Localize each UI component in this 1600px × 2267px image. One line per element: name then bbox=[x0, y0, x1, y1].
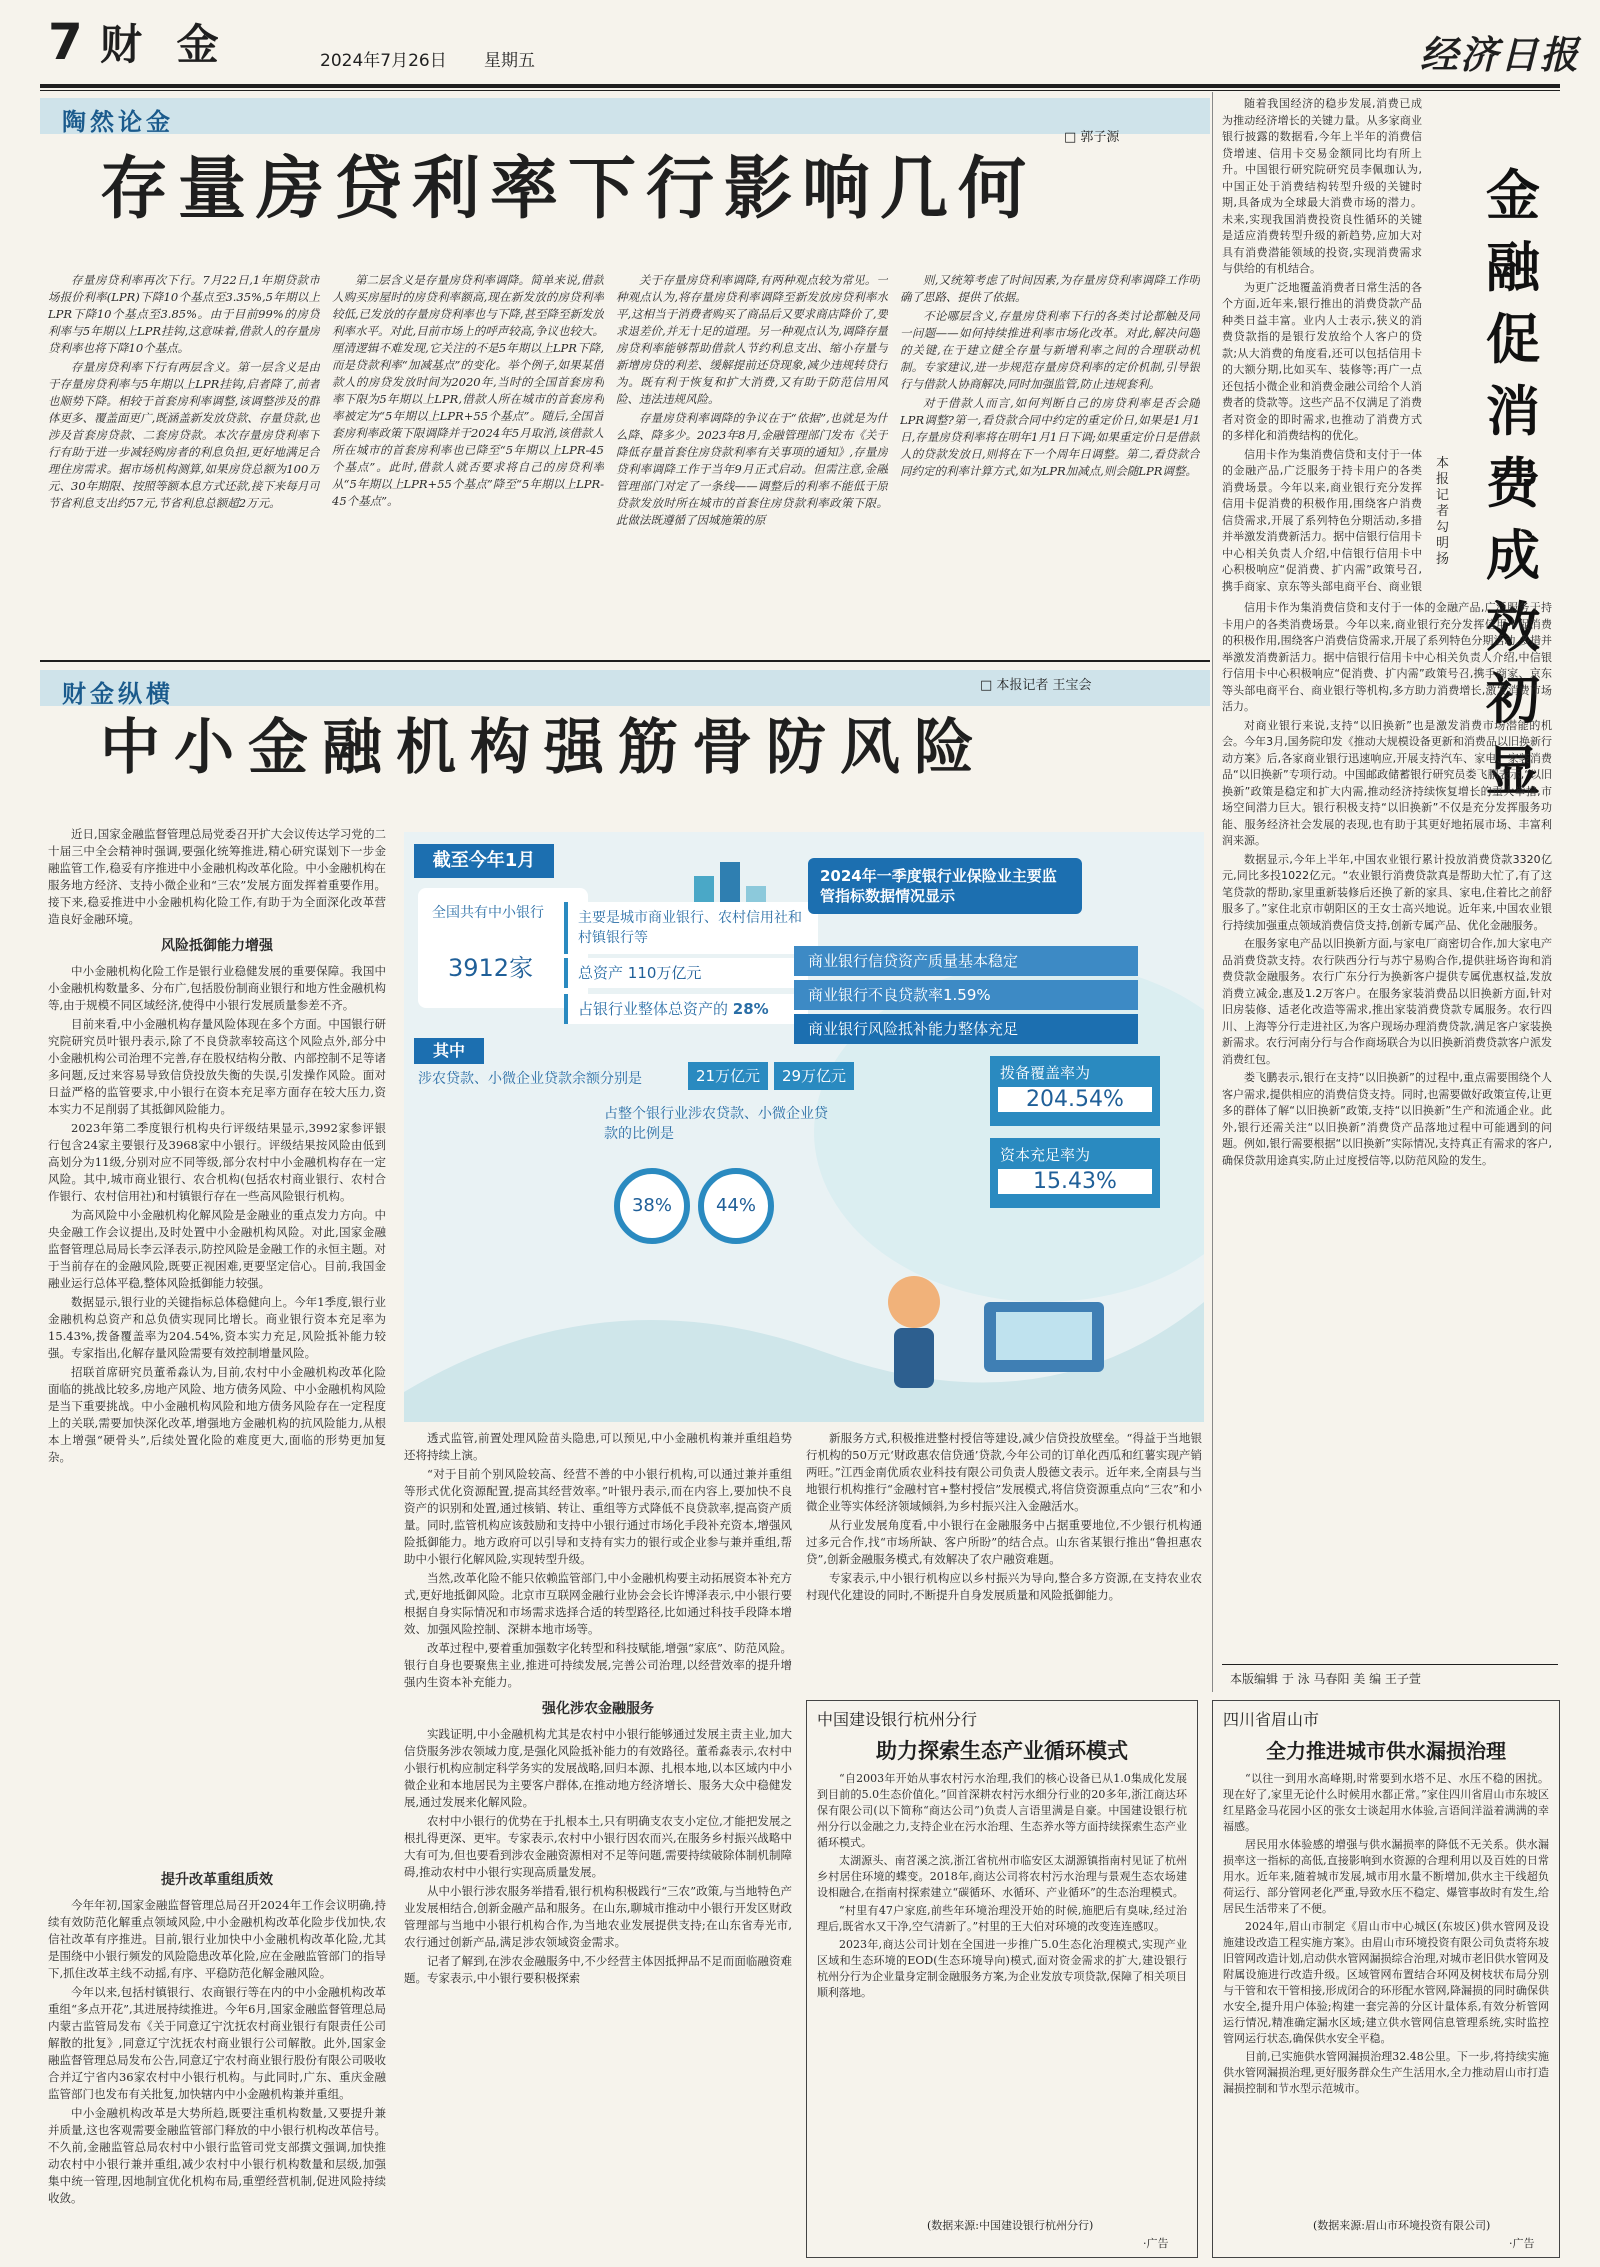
intro: 近日,国家金融监督管理总局党委召开扩大会议传达学习党的二十届三中全会精神时强调,要强化统筹推进,精心研究谋划下一步金融监管工作,稳妥有序推进中小金融机构改革化险。中小金融机构在服务地方经济、支持小微企业和“三农”发展方面发挥着重要作用。接下来,稳妥推进中小金融机构化险工作,有助于为全面深化改革营造良好金融环境。 bbox=[48, 827, 386, 926]
info-ratio-v2: 44% bbox=[698, 1168, 774, 1244]
sidebar-top bbox=[1222, 96, 1422, 592]
paragraph: 信用卡作为集消费信贷和支付于一体的金融产品,广泛服务于持卡用户的各类消费场景。今年以来,商业银行充分发挥信用卡促消费的积极作用,围绕客户消费信贷需求,开展了系列特色分期活动,多措并举激发消费新活力。据中信银行信用卡中心相关负责人介绍,中信银行信用卡中心积极响应“促消费、扩内需”政策号召,携手商家、京东等头部电商平台、商业银 bbox=[1222, 447, 1422, 592]
ad-org: 四川省眉山市 bbox=[1223, 1710, 1320, 1729]
paragraph: 存量房贷利率调降的争议在于“依据”,也就是为什么降、降多少。2023年8月,金融管理部门发布《关于降低存量首套住房贷款利率有关事项的通知》,存量房贷利率调降工作于当年9月正式启动。但需注意,金融管理部门对定了一条线——调整后的利率不能低于原贷款发放时所在城市的首套住房贷款利率政策下限。此做法既遵循了因城施策的原 bbox=[616, 411, 888, 527]
article2-left-bottom bbox=[48, 1862, 386, 2262]
ad-body bbox=[817, 1771, 1187, 2211]
paragraph: 数据显示,银行业的关键指标总体稳健向上。今年1季度,银行业金融机构总资产和总负债实现同比增长。商业银行资本充足率为15.43%,拨备覆盖率为204.54%,资本实力充足,风险抵补能力较强。专家指出,化解存量风险需要有效控制增量风险。 bbox=[48, 1295, 386, 1360]
infographic bbox=[404, 832, 1204, 1422]
info-q1-line2: 商业银行不良贷款率1.59% bbox=[794, 980, 1138, 1010]
info-q1-line3: 商业银行风险抵补能力整体充足 bbox=[794, 1014, 1138, 1044]
article1-col3 bbox=[616, 272, 888, 654]
paragraph: 随着我国经济的稳步发展,消费已成为推动经济增长的关键力量。从多家商业银行披露的数据看,今年上半年的消费信贷增速、信用卡交易金额同比均有所上升。中国银行研究院研究员李佩珈认为,中国正处于消费结构转型升级的关键时期,具备成为全球最大消费市场的潜力。未来,实现我国消费投资良性循环的关键是适应消费转型升级的新趋势,应加大对具有消费潜能领域的投资,实现消费需求与供给的有机结合。 bbox=[1222, 97, 1422, 275]
paragraph: 中小金融机构化险工作是银行业稳健发展的重要保障。我国中小金融机构数量多、分布广,包括股份制商业银行和地方性金融机构等,由于规模不同区域经济,使得中小银行发展质量参差不齐。 bbox=[48, 964, 386, 1012]
article2-right bbox=[806, 1430, 1202, 1692]
paragraph: 2023年第二季度银行机构央行评级结果显示,3992家参评银行包含24家主要银行及3968家中小银行。评级结果按风险由低到高划分为11级,分别对应不同等级,部分农村中小金融机构存在一定风险。其中,城市商业银行、农合机构(包括农村商业银行、农村合作银行、农村信用社)和村镇银行存在一些高风险银行机构。 bbox=[48, 1121, 386, 1203]
paragraph: 为更广泛地覆盖消费者日常生活的各个方面,近年来,银行推出的消费贷款产品种类日益丰富。业内人士表示,狭义的消费贷款指的是银行发放给个人客户的贷款;从大消费的角度看,还可以包括信用卡的大额分期,比如买车、装修等;再广一点还包括小微企业和消费金融公司给个人消费者的贷款等。这些产品不仅满足了消费者对资金的即时需求,也推动了消费方式的多样化和消费结构的优化。 bbox=[1222, 280, 1422, 442]
column-tag-taoran bbox=[40, 98, 1210, 134]
ad-source: (数据来源:眉山市环境投资有限公司) bbox=[1313, 2219, 1491, 2232]
paper-logo: 经济日报 bbox=[1420, 32, 1581, 77]
article1-col4 bbox=[900, 272, 1200, 654]
info-q1-title: 2024年一季度银行业保险业主要监管指标数据情况显示 bbox=[808, 858, 1082, 914]
paragraph: 居民用水体验感的增强与供水漏损率的降低不无关系。供水漏损率这一指标的高低,直接影响到水资源的合理利用以及百姓的日常用水。近年来,随着城市发展,城市用水量不断增加,供水主干线超负荷运行、部分管网老化严重,导致水压不稳定、爆管事故时有发生,给居民生活带来了不便。 bbox=[1223, 1838, 1549, 1915]
paragraph: 2024年,眉山市制定《眉山市中心城区(东坡区)供水管网及设施建设改造工程实施方案》。由眉山市环境投资有限公司负责将东坡旧管网改造计划,启动供水管网漏损综合治理,对城市老旧供水管网及附属设施进行改造升级。区域管网布置结合环网及树枝状布局分别与干管和农干管相接,形成闭合的环形配水管网,降漏损的同时确保供水安全,提升用户体验;构建一套完善的分区计量体系,有效分析管网运行情况,精准确定漏水区域;建立供水管网信息管理系统,实时监控管网运行状态,确保供水安全平稳。 bbox=[1223, 1920, 1549, 2045]
paragraph: 实践证明,中小金融机构尤其是农村中小银行能够通过发展主责主业,加大信贷服务涉农领域力度,是强化风险抵补能力的有效路径。董希淼表示,农村中小银行机构应制定科学务实的发展战略,回归本源、扎根本地,以本区域内中小微企业和本地居民为主要客户群体,在推动地方经济增长、服务大众中稳健发展,通过发展来化解风险。 bbox=[404, 1727, 792, 1809]
headline: 中小金融机构强筋骨防风险 bbox=[100, 713, 988, 783]
paragraph: 则,又统筹考虑了时间因素,为存量房贷利率调降工作明确了思路、提供了依据。 bbox=[900, 273, 1200, 304]
masthead bbox=[0, 0, 1600, 88]
paragraph: 记者了解到,在涉农金融服务中,不少经营主体因抵押品不足而面临融资难题。专家表示,中小银行要积极探索 bbox=[404, 1954, 792, 1985]
subheading: 强化涉农金融服务 bbox=[542, 1701, 654, 1717]
page-number: 7 bbox=[48, 13, 83, 71]
byline: □ 郭子源 bbox=[1064, 130, 1120, 145]
paragraph: 对于借款人而言,如何判断自己的房贷利率是否会随LPR调整?第一,看贷款合同中约定的重定价日,如果是1月1日,存量房贷利率将在明年1月1日下调;如果重定价日是借款人的贷款发放日,则将在下一个周年日调整。第二,看贷款合同约定的利率计算方式,如为LPR加减点,则会随LPR调整。 bbox=[900, 396, 1200, 478]
paragraph: 目前,已实施供水管网漏损治理32.48公里。下一步,将持续实施供水管网漏损治理,更好服务群众生产生活用水,全力推动眉山市打造漏损控制和节水型示范城市。 bbox=[1223, 2050, 1549, 2095]
masthead-rule-thin bbox=[40, 90, 1560, 91]
ad-tag: ·广告 bbox=[1509, 2237, 1535, 2250]
paragraph: 目前来看,中小金融机构存量风险体现在多个方面。中国银行研究院研究员叶银丹表示,除了不良贷款率较高这个风险点外,部分中小金融机构公司治理不完善,存在股权结构分散、内部控制不足等诸多问题,反过来容易导致信贷投放失衡的失误,引发操作风险。面对日益严格的监管要求,中小银行在资本充足率方面存在较大压力,资本实力不足削弱了其抵御风险能力。 bbox=[48, 1017, 386, 1116]
info-provision-value: 204.54% bbox=[998, 1087, 1152, 1112]
paragraph: 从中小银行涉农服务举措看,银行机构积极践行“三农”政策,与当地特色产业发展相结合,创新金融产品和服务。在山东,聊城市推动中小银行开发区财政管理部与当地中小银行机构合作,为当地农业发展提供支持;在山东省寿光市,农行通过创新产品,满足涉农领域资金需求。 bbox=[404, 1884, 792, 1949]
info-share bbox=[564, 994, 808, 1024]
ad-ccb bbox=[806, 1700, 1198, 2258]
paragraph: 招联首席研究员董希淼认为,目前,农村中小金融机构改革化险面临的挑战比较多,房地产风险、地方债务风险、中小金融机构风险是当下重要挑战。中小金融机构风险和地方债务风险存在一定程度上的关联,需要加快深化改革,增强地方金融机构的抗风险能力,从根本上增强“硬骨头”,后续处置化险的难度更大,面临的形势更加复杂。 bbox=[48, 1365, 386, 1464]
article1-col1 bbox=[48, 272, 320, 654]
info-share-label: 占银行业整体总资产的 bbox=[578, 1000, 729, 1018]
ad-body bbox=[1223, 1771, 1549, 2211]
info-assets-value: 110万亿元 bbox=[627, 964, 702, 982]
paragraph: 在服务家电产品以旧换新方面,与家电厂商密切合作,加大家电产品消费贷款支持。农行陕西分行与苏宁易购合作,提供驻场咨询和消费贷款金融服务。农行广东分行为换新客户提供专属优惠权益,发放消费立减金,惠及1.2万客户。在服务家装消费品以旧换新方面,针对旧房装修、适老化改造等需求,推出家装消费贷款专属服务。农行四川、上海等分行走进社区,为客户现场办理消费贷款,满足客户家装换新需求。农行河南分行与合作商场联合为以旧换新消费贷款客户派发消费红包。 bbox=[1222, 937, 1552, 1066]
ad-meishan bbox=[1212, 1700, 1560, 2258]
subheading: 风险抵御能力增强 bbox=[161, 938, 273, 954]
info-car bbox=[990, 1138, 1160, 1208]
subheading: 提升改革重组质效 bbox=[161, 1872, 273, 1888]
info-total-label: 全国共有中小银行 bbox=[432, 905, 544, 921]
info-car-value: 15.43% bbox=[998, 1169, 1152, 1194]
info-assets bbox=[564, 958, 808, 988]
article2-mid bbox=[404, 1430, 792, 2265]
sidebar-divider bbox=[1212, 92, 1213, 1692]
paragraph: 今年年初,国家金融监督管理总局召开2024年工作会议明确,持续有效防范化解重点领域风险,中小金融机构改革化险步伐加快,农信社改革有序推进。目前,银行业加快中小金融机构改革化险,尤其是围绕中小银行频发的风险隐患改革化险,应在金融监管部门的指导下,抓住改革主线不动摇,有序、平稳防范化解金融风险。 bbox=[48, 1898, 386, 1980]
section-name: 财 金 bbox=[100, 20, 229, 69]
ad-title: 助力探索生态产业循环模式 bbox=[876, 1739, 1128, 1763]
paragraph: 为高风险中小金融机构化解风险是金融业的重点发力方向。中央金融工作会议提出,及时处置中小金融机构风险。对此,国家金融监督管理总局局长李云泽表示,防控风险是金融工作的永恒主题。对于当前存在的金融风险,既要正视困难,更要坚定信心。目前,我国金融业运行总体平稳,整体风险抵御能力较强。 bbox=[48, 1208, 386, 1290]
info-ratio-v1: 38% bbox=[614, 1168, 690, 1244]
info-provision-label: 拨备覆盖率为 bbox=[1000, 1064, 1091, 1082]
info-total-value: 3912家 bbox=[448, 954, 534, 982]
paragraph: 专家表示,中小银行机构应以乡村振兴为导向,整合多方资源,在支持农业农村现代化建设的同时,不断提升自身发展质量和风险抵御能力。 bbox=[806, 1571, 1202, 1602]
paragraph: 对商业银行来说,支持“以旧换新”也是激发消费市场潜能的机会。今年3月,国务院印发《推动大规模设备更新和消费品以旧换新行动方案》后,各家商业银行迅速响应,开展支持汽车、家电、家装消费品“以旧换新”专项行动。中国邮政储蓄银行研究员娄飞鹏表示,“以旧换新”政策是稳定和扩大内需,推动经济持续恢复增长的重大举措,市场空间潜力巨大。银行积极支持“以旧换新”不仅是充分发挥服务功能、服务经济社会发展的表现,也有助于其更好地拓展市场、丰富利润来源。 bbox=[1222, 718, 1552, 847]
paragraph: 改革过程中,要着重加强数字化转型和科技赋能,增强“家底”、防范风险。银行自身也要聚焦主业,推进可持续发展,完善公司治理,以经营效率的提升增强内生资本补充能力。 bbox=[404, 1641, 792, 1689]
paragraph: 当然,改革化险不能只依赖监管部门,中小金融机构要主动拓展资本补充方式,更好地抵御风险。北京市互联网金融行业协会会长许博泽表示,中小银行要根据自身实际情况和市场需求选择合适的转型路径,比如通过科技手段降本增效、加强风险控制、深耕本地市场等。 bbox=[404, 1571, 792, 1636]
column-name: 陶然论金 bbox=[62, 108, 174, 136]
info-assets-label: 总资产 bbox=[578, 964, 624, 982]
info-car-label: 资本充足率为 bbox=[1000, 1146, 1091, 1164]
sidebar-bottom bbox=[1222, 600, 1552, 1660]
info-q1-line1: 商业银行信贷资产质量基本稳定 bbox=[794, 946, 1138, 976]
article2-left bbox=[48, 826, 386, 1856]
paragraph: 透式监管,前置处理风险苗头隐患,可以预见,中小金融机构兼并重组趋势还将持续上演。 bbox=[404, 1431, 792, 1462]
paragraph: 不论哪层含义,存量房贷利率下行的各类讨论都触及同一问题——如何持续推进利率市场化改革。对此,解决问题的关键,在于建立健全存量与新增利率之间的合理联动机制。专家建议,进一步规范存量房贷利率的定价机制,引导银行与借款人协商解决,同时加强监管,防止违规套利。 bbox=[900, 309, 1200, 391]
paragraph: 农村中小银行的优势在于扎根本土,只有明确支农支小定位,才能把发展之根扎得更深、更牢。专家表示,农村中小银行因农而兴,在服务乡村振兴战略中大有可为,但也要看到涉农金融资源相对不足等问题,需要持续破除体制机制障碍,推动农村中小银行实现高质量发展。 bbox=[404, 1814, 792, 1879]
info-provision bbox=[990, 1056, 1160, 1126]
paragraph: 新服务方式,积极推进整村授信等建设,减少信贷投放壁垒。“得益于当地银行机构的50万元‘财政惠农信贷通’贷款,今年公司的订单化西瓜和红薯实现产销两旺。”江西金南优质农业科技有限公司负责人殷德文表示。近年来,全南县与当地银行机构推行“金融村官+整村授信”发展模式,将信贷资源重点向“三农”和小微企业等实体经济领域倾斜,为乡村振兴注入金融活水。 bbox=[806, 1431, 1202, 1513]
ad-org: 中国建设银行杭州分行 bbox=[817, 1710, 978, 1729]
paragraph: 第二层含义是存量房贷利率调降。简单来说,借款人购买房屋时的房贷利率额高,现在新发放的房贷利率较低,已发放的存量房贷利率也与下降,甚至降至新发放利率水平。对此,目前市场上的呼声较高,争议也较大。厘清逻辑不难发现,它关注的不是5年期以上LPR下降,而是贷款利率“加减基点”的变化。举个例子,如果某借款人的房贷发放时间为2020年,当时的全国首套房利率下限为5年期以上LPR,借款人所在城市的首套房利率被定为“5年期以上LPR+55个基点”。随后,全国首套房利率政策下限调降并于2024年5月取消,该借款人所在城市的首套房利率也已降至“5年期以上LPR-45个基点”。此时,借款人就否要求将自己的房贷利率从“5年期以上LPR+55个基点”降至“5年期以上LPR-45个基点”。 bbox=[332, 273, 604, 508]
paragraph: “自2003年开始从事农村污水治理,我们的核心设备已从1.0集成化发展到目前的5.0生态价值化。”回首深耕农村污水细分行业的20多年,浙江商达环保有限公司(以下简称“商达公司”)负责人言语里满是自豪。中国建设银行杭州分行以金融之力,支持企业在污水治理、生态养水等方面持续探索生态产业循环模式。 bbox=[817, 1772, 1187, 1849]
info-loans-label: 涉农贷款、小微企业贷款余额分别是 bbox=[418, 1071, 642, 1087]
paragraph: 太湖源头、南苕溪之滨,浙江省杭州市临安区太湖源镇指南村见证了杭州乡村居住环境的蝶变。2018年,商达公司将农村污水治理与景观生态农场建设相融合,在指南村探索建立“碳循环、水循环、产业循环”的生态治理模式。 bbox=[817, 1854, 1187, 1899]
paragraph: 今年以来,包括村镇银行、农商银行等在内的中小金融机构改革重组“多点开花”,其进展持续推进。今年6月,国家金融监督管理总局内蒙古监管局发布《关于同意辽宁沈抚农村商业银行有限责任公司解散的批复》,同意辽宁沈抚农村商业银行公司解散。此外,国家金融监督管理总局发布公告,同意辽宁农村商业银行股份有限公司吸收合并辽宁省内36家农村中小银行机构。与此同时,广东、重庆金融监管部门也发布有关批复,加快辖内中小金融机构兼并重组。 bbox=[48, 1985, 386, 2101]
ad-tag: ·广告 bbox=[1143, 2237, 1169, 2250]
column-name: 财金纵横 bbox=[62, 680, 174, 708]
info-date-banner bbox=[414, 844, 554, 878]
info-share-value: 28% bbox=[732, 1000, 769, 1018]
paragraph: “村里有47户家庭,前些年环境治理没开始的时候,施肥后有臭味,经过治理后,既省水又干净,空气清新了。”村里的王大伯对环境的改变连连感叹。 bbox=[817, 1904, 1187, 1933]
paragraph: 存量房贷利率下行有两层含义。第一层含义是由于存量房贷利率与5年期以上LPR挂钩,启者降了,前者也顺势下降。相较于首套房利率调整,该调整涉及的群体更多、覆盖面更广,既涵盖新发放贷款、存量贷款,也涉及首套房贷款、二套房贷款。本次存量房贷利率下行有助于进一步减轻购房者的利息负担,更好地满足合理住房需求。据市场机构测算,如果房贷总额为100万元、30年期限、按照等额本息方式还款,接下来每月可节省利息支出约57元,节省利息总额超2万元。 bbox=[48, 360, 320, 510]
editors-rule bbox=[1222, 1664, 1558, 1665]
article1-col2 bbox=[332, 272, 604, 654]
byline: □ 本报记者 王宝会 bbox=[980, 678, 1092, 693]
paragraph: “以往一到用水高峰期,时常要到水塔不足、水压不稳的困扰。现在好了,家里无论什么时候用水都正常。”家住四川省眉山市东坡区红星路金马花园小区的张女士谈起用水体验,言语间洋溢着满满的幸福感。 bbox=[1223, 1772, 1549, 1833]
issue-weekday: 星期五 bbox=[484, 51, 535, 71]
paragraph: 存量房贷利率再次下行。7月22日,1年期贷款市场报价利率(LPR)下降10个基点至3.35%,5年期以上LPR下降10个基点至3.85%。由于目前99%的房贷利率与5年期以上LPR挂钩,这意味着,借款人的存量房贷利率也将下降10个基点。 bbox=[48, 273, 320, 355]
info-ratio-label: 占整个银行业涉农贷款、小微企业贷款的比例是 bbox=[604, 1106, 828, 1142]
masthead-rule bbox=[40, 84, 1560, 88]
issue-date: 2024年7月26日 bbox=[320, 51, 447, 71]
section-divider bbox=[40, 660, 1210, 662]
paragraph: 数据显示,今年上半年,中国农业银行累计投放消费贷款3320亿元,同比多投1022亿元。“农业银行消费贷款真是帮助大忙了,有了这笔贷款的帮助,家里重新装修后还换了新的家具、家电,住着比之前舒服多了。”家住北京市朝阳区的王女士高兴地说。近年来,中国农业银行持续加强重点领域消费信贷支持,创新专属产品、优化金融服务。 bbox=[1222, 852, 1552, 932]
paragraph: “对于目前个别风险较高、经营不善的中小银行机构,可以通过兼并重组等形式优化资源配置,提高其经营效率。”叶银丹表示,而在内容上,要加快不良资产的识别和处置,通过核销、转让、重组等方式降低不良贷款率,提高资产质量。同时,监管机构应该鼓励和支持中小银行通过市场化手段补充资本,增强风险抵御能力。地方政府可以引导和支持有实力的银行或企业参与兼并重组,帮助中小银行化解风险,实现转型升级。 bbox=[404, 1467, 792, 1566]
paragraph: 从行业发展角度看,中小银行在金融服务中占据重要地位,不少银行机构通过多元合作,找“市场所缺、客户所盼”的结合点。山东省某银行推出“鲁担惠农贷”,创新金融服务模式,有效解决了农户融资难题。 bbox=[806, 1518, 1202, 1566]
ad-source: (数据来源:中国建设银行杭州分行) bbox=[927, 2219, 1094, 2232]
info-loans-v1: 21万亿元 bbox=[688, 1062, 768, 1090]
paragraph: 中小金融机构改革是大势所趋,既要注重机构数量,又要提升兼并质量,这也客观需要金融监管部门释放的中小银行机构改革信号。不久前,金融监管总局农村中小银行监管司党支部撰文强调,加快推动农村中小银行兼并重组,减少农村中小银行机构数量和层级,加强集中统一管理,因地制宜优化机构布局,重塑经营机制,促进风险持续收敛。 bbox=[48, 2106, 386, 2205]
info-main-items: 主要是城市商业银行、农村信用社和村镇银行等 bbox=[564, 902, 818, 954]
paragraph: 2023年,商达公司计划在全国进一步推广5.0生态化治理模式,实现产业区域和生态环境的EOD(生态环境导向)模式,面对资金需求的扩大,建设银行杭州分行为企业量身定制金融服务方案,为企业发放专项贷款,保障了相关项目顺利落地。 bbox=[817, 1938, 1187, 1999]
info-among: 其中 bbox=[414, 1038, 484, 1064]
info-total-card bbox=[418, 888, 588, 1008]
sidebar-headline: 金融促消费成效初显 bbox=[1486, 164, 1540, 803]
ad-title: 全力推进城市供水漏损治理 bbox=[1266, 1739, 1506, 1763]
headline: 存量房贷利率下行影响几何 bbox=[100, 150, 1037, 229]
info-date: 截至今年1月 bbox=[432, 850, 536, 871]
paragraph: 信用卡作为集消费信贷和支付于一体的金融产品,广泛服务于持卡用户的各类消费场景。今年以来,商业银行充分发挥信用卡促消费的积极作用,围绕客户消费信贷需求,开展了系列特色分期活动,多措并举激发消费新活力。据中信银行信用卡中心相关负责人介绍,中信银行信用卡中心积极响应“促消费、扩内需”政策号召,携手商家、京东等头部电商平台、商业银行等机构,多方助力消费增长,激发消费市场活力。 bbox=[1222, 601, 1552, 713]
page-editors: 本版编辑 于 泳 马春阳 美 编 王子萱 bbox=[1230, 1672, 1421, 1686]
sidebar-byline: 本报记者 勾明扬 bbox=[1436, 456, 1450, 567]
paragraph: 关于存量房贷利率调降,有两种观点较为常见。一种观点认为,将存量房贷利率调降至新发放房贷利率水平,这相当于消费者购买了商品后又要求商店降价了,要求退差价,并无十足的道理。另一种观点认为,调降存量房贷利率能够帮助借款人节约利息支出、缩小存量与新增房贷的利差、缓解提前还贷现象,减少违规转贷行为。既有利于恢复和扩大消费,又有助于防范信用风险、违法违规风险。 bbox=[616, 273, 888, 406]
paragraph: 娄飞鹏表示,银行在支持“以旧换新”的过程中,重点需要围绕个人客户需求,提供相应的消费信贷支持。同时,也需要做好政策宣传,让更多的群体了解“以旧换新”政策,支持“以旧换新”生产和流通企业。此外,银行还需关注“以旧换新”消费贷产品落地过程中可能遇到的问题。例如,银行需要根据“以旧换新”实际情况,支持真正有需求的客户,确保贷款用途真实,防止过度授信等,以防范风险的发生。 bbox=[1222, 1071, 1552, 1167]
info-loans-v2: 29万亿元 bbox=[774, 1062, 854, 1090]
